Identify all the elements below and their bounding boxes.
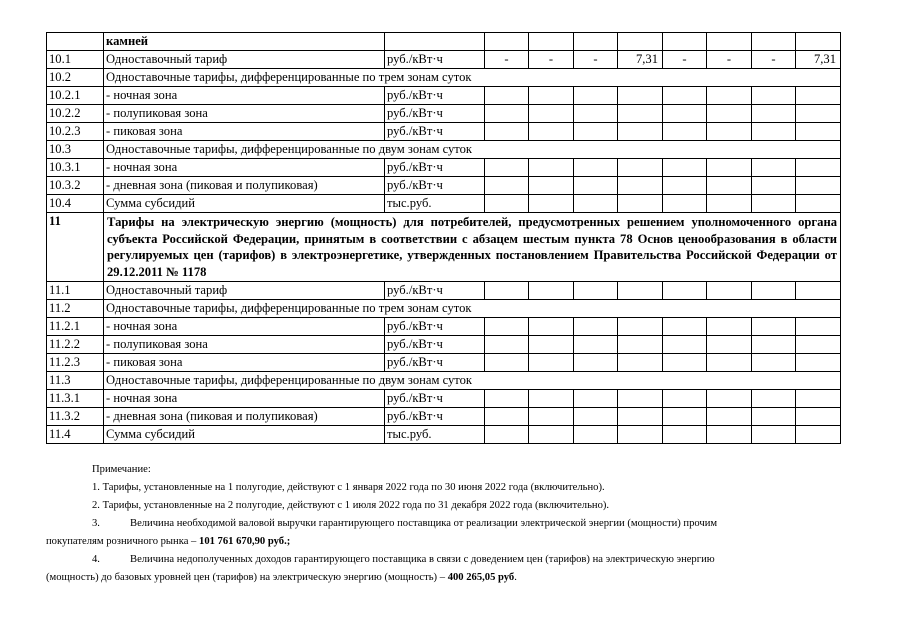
value-cell: - [529, 51, 574, 69]
value-cell [663, 123, 707, 141]
value-cell [574, 354, 618, 372]
row-number: 10.1 [47, 51, 104, 69]
row-number: 11.1 [47, 282, 104, 300]
value-cell [485, 354, 529, 372]
row-number: 11.3.1 [47, 390, 104, 408]
value-cell [618, 177, 663, 195]
value-cell [529, 390, 574, 408]
row-number: 11.4 [47, 426, 104, 444]
note-3-amount: 101 761 670,90 руб.; [199, 536, 291, 547]
value-cell [752, 426, 796, 444]
value-cell [574, 159, 618, 177]
value-cell [618, 318, 663, 336]
row-name: - ночная зона [104, 87, 385, 105]
value-cell [796, 87, 841, 105]
value-cell [485, 33, 529, 51]
value-cell [663, 87, 707, 105]
value-cell [707, 390, 752, 408]
row-number [47, 33, 104, 51]
row-name: - пиковая зона [104, 354, 385, 372]
value-cell [707, 105, 752, 123]
table-row [47, 213, 841, 282]
value-cell [752, 105, 796, 123]
note-4-continuation [46, 569, 846, 587]
row-name: - дневная зона (пиковая и полупиковая) [104, 408, 385, 426]
value-cell [752, 177, 796, 195]
table-row [47, 300, 841, 318]
value-cell [663, 336, 707, 354]
row-name: - ночная зона [104, 318, 385, 336]
row-number: 11.3 [47, 372, 104, 390]
row-number: 10.2.2 [47, 105, 104, 123]
value-cell [529, 426, 574, 444]
value-cell [707, 426, 752, 444]
table-row [47, 123, 841, 141]
value-cell [663, 159, 707, 177]
table-row [47, 159, 841, 177]
value-cell: - [663, 51, 707, 69]
value-cell [796, 408, 841, 426]
value-cell [663, 354, 707, 372]
value-cell [752, 318, 796, 336]
value-cell [707, 33, 752, 51]
value-cell [529, 123, 574, 141]
value-cell [485, 105, 529, 123]
value-cell [663, 426, 707, 444]
tariff-table [46, 32, 841, 444]
table-row [47, 372, 841, 390]
value-cell [796, 282, 841, 300]
row-number: 10.3.2 [47, 177, 104, 195]
value-cell [574, 390, 618, 408]
notes-section [46, 461, 846, 587]
row-unit: руб./кВт·ч [385, 159, 485, 177]
value-cell [574, 408, 618, 426]
value-cell [485, 177, 529, 195]
table-row [47, 336, 841, 354]
value-cell [663, 408, 707, 426]
value-cell [529, 105, 574, 123]
note-4-text: Величина недополученных доходов гарантирующего поставщика в связи с доведением цен (тарифов) на электрическую энергию [130, 554, 715, 565]
table-row [47, 195, 841, 213]
value-cell [796, 33, 841, 51]
value-cell [574, 195, 618, 213]
value-cell [618, 282, 663, 300]
notes-title: Примечание: [92, 464, 151, 475]
row-number: 11.2.2 [47, 336, 104, 354]
value-cell [574, 105, 618, 123]
row-number: 11 [47, 213, 104, 282]
value-cell [485, 426, 529, 444]
value-cell [529, 177, 574, 195]
note-3-continuation [46, 533, 846, 551]
table-row [47, 426, 841, 444]
row-name: - полупиковая зона [104, 105, 385, 123]
value-cell [752, 195, 796, 213]
row-name: Одноставочные тарифы, дифференцированные по трем зонам суток [104, 300, 841, 318]
value-cell [707, 318, 752, 336]
value-cell [574, 282, 618, 300]
value-cell [707, 123, 752, 141]
note-4-number: 4. [92, 554, 100, 565]
row-name: Одноставочный тариф [104, 282, 385, 300]
value-cell [618, 354, 663, 372]
row-number: 10.3.1 [47, 159, 104, 177]
value-cell [707, 336, 752, 354]
value-cell [796, 426, 841, 444]
note-3-cont: покупателям розничного рынка – [46, 536, 200, 547]
row-number: 10.2 [47, 69, 104, 87]
value-cell [485, 195, 529, 213]
value-cell [796, 354, 841, 372]
value-cell [618, 87, 663, 105]
row-name: Одноставочные тарифы, дифференцированные по двум зонам суток [104, 372, 841, 390]
note-4-cont: (мощность) до базовых уровней цен (тарифов) на электрическую энергию (мощность) – [46, 572, 448, 583]
value-cell [796, 336, 841, 354]
note-3-text: Величина необходимой валовой выручки гарантирующего поставщика от реализации электрической энергии (мощности) прочим [130, 518, 718, 529]
value-cell [663, 390, 707, 408]
table-row [47, 282, 841, 300]
row-name: Одноставочные тарифы, дифференцированные по двум зонам суток [104, 141, 841, 159]
value-cell [618, 408, 663, 426]
row-unit: руб./кВт·ч [385, 354, 485, 372]
value-cell [796, 195, 841, 213]
note-4-amount: 400 265,05 руб [447, 572, 515, 583]
note-3 [46, 515, 846, 533]
value-cell [485, 318, 529, 336]
value-cell [485, 159, 529, 177]
table-row [47, 354, 841, 372]
row-name: Сумма субсидий [104, 426, 385, 444]
row-number: 11.2.1 [47, 318, 104, 336]
table-row [47, 51, 841, 69]
value-cell [707, 159, 752, 177]
value-cell [752, 87, 796, 105]
row-number: 10.2.3 [47, 123, 104, 141]
value-cell [574, 318, 618, 336]
value-cell [796, 123, 841, 141]
value-cell [663, 195, 707, 213]
row-name: - ночная зона [104, 390, 385, 408]
row-unit: руб./кВт·ч [385, 318, 485, 336]
value-cell [752, 33, 796, 51]
table-row [47, 390, 841, 408]
table-row [47, 69, 841, 87]
row-number: 11.3.2 [47, 408, 104, 426]
value-cell [752, 354, 796, 372]
row-unit: руб./кВт·ч [385, 51, 485, 69]
value-cell [574, 87, 618, 105]
value-cell [529, 336, 574, 354]
value-cell [485, 390, 529, 408]
note-2: 2. Тарифы, установленные на 2 полугодие, действуют с 1 июля 2022 года по 31 декабря 2022 года (включительно). [92, 500, 610, 511]
note-3-number: 3. [92, 518, 100, 529]
row-unit: тыс.руб. [385, 426, 485, 444]
value-cell [574, 426, 618, 444]
row-name: - ночная зона [104, 159, 385, 177]
table-row [47, 33, 841, 51]
value-cell [796, 159, 841, 177]
row-unit [385, 33, 485, 51]
table-row [47, 87, 841, 105]
note-1: 1. Тарифы, установленные на 1 полугодие, действуют с 1 января 2022 года по 30 июня 2022 года (включительно). [92, 482, 605, 493]
row-number: 10.4 [47, 195, 104, 213]
tariff-table-body [47, 33, 841, 444]
value-cell [529, 282, 574, 300]
value-cell: - [574, 51, 618, 69]
row-unit: руб./кВт·ч [385, 408, 485, 426]
value-cell [529, 159, 574, 177]
row-number: 10.3 [47, 141, 104, 159]
value-cell [618, 195, 663, 213]
table-row [47, 318, 841, 336]
table-row [47, 177, 841, 195]
value-cell [574, 336, 618, 354]
row-name: Сумма субсидий [104, 195, 385, 213]
row-unit: руб./кВт·ч [385, 105, 485, 123]
row-unit: руб./кВт·ч [385, 390, 485, 408]
value-cell [796, 177, 841, 195]
value-cell [618, 105, 663, 123]
value-cell [707, 195, 752, 213]
value-cell [796, 390, 841, 408]
value-cell [663, 318, 707, 336]
value-cell [663, 282, 707, 300]
row-unit: руб./кВт·ч [385, 177, 485, 195]
value-cell [796, 318, 841, 336]
row-number: 11.2.3 [47, 354, 104, 372]
value-cell [752, 390, 796, 408]
value-cell [796, 105, 841, 123]
row-number: 10.2.1 [47, 87, 104, 105]
row-name: - дневная зона (пиковая и полупиковая) [104, 177, 385, 195]
table-row [47, 408, 841, 426]
row-unit: руб./кВт·ч [385, 282, 485, 300]
value-cell [752, 282, 796, 300]
value-cell [485, 282, 529, 300]
table-row [47, 105, 841, 123]
value-cell [529, 354, 574, 372]
value-cell [707, 87, 752, 105]
value-cell [707, 177, 752, 195]
row-name: - полупиковая зона [104, 336, 385, 354]
value-cell [485, 408, 529, 426]
row-name: Одноставочные тарифы, дифференцированные по трем зонам суток [104, 69, 841, 87]
value-cell: - [752, 51, 796, 69]
row-unit: руб./кВт·ч [385, 123, 485, 141]
value-cell [529, 33, 574, 51]
row-unit: руб./кВт·ч [385, 336, 485, 354]
row-unit: руб./кВт·ч [385, 87, 485, 105]
value-cell [663, 105, 707, 123]
value-cell [752, 123, 796, 141]
value-cell [529, 195, 574, 213]
value-cell [752, 408, 796, 426]
value-cell [752, 336, 796, 354]
value-cell [618, 123, 663, 141]
section-heading: Тарифы на электрическую энергию (мощность) для потребителей, предусмотренных решением уполномоченного органа субъекта Российской Федерации, принятым в соответствии с абзацем шестым пункта 78 Основ ценообразования в области регулируемых цен (тарифов) в электроэнергетике, утвержденных постановлением Правительства Российской Федерации от 29.12.2011 № 1178 [104, 213, 841, 282]
value-cell: 7,31 [796, 51, 841, 69]
value-cell [618, 159, 663, 177]
value-cell [663, 33, 707, 51]
row-unit: тыс.руб. [385, 195, 485, 213]
value-cell [618, 426, 663, 444]
row-name: камней [104, 33, 385, 51]
value-cell: - [485, 51, 529, 69]
table-row [47, 141, 841, 159]
value-cell [574, 177, 618, 195]
row-name: Одноставочный тариф [104, 51, 385, 69]
value-cell [663, 177, 707, 195]
note-4 [46, 551, 846, 569]
value-cell [618, 33, 663, 51]
value-cell [707, 282, 752, 300]
value-cell [707, 354, 752, 372]
value-cell [485, 123, 529, 141]
value-cell [618, 336, 663, 354]
row-name: - пиковая зона [104, 123, 385, 141]
note-4-end: . [514, 572, 517, 583]
value-cell [485, 336, 529, 354]
value-cell [529, 408, 574, 426]
value-cell [618, 390, 663, 408]
value-cell [529, 318, 574, 336]
value-cell [574, 123, 618, 141]
value-cell [707, 408, 752, 426]
value-cell: - [707, 51, 752, 69]
value-cell [529, 87, 574, 105]
row-number: 11.2 [47, 300, 104, 318]
value-cell [574, 33, 618, 51]
value-cell: 7,31 [618, 51, 663, 69]
value-cell [485, 87, 529, 105]
value-cell [752, 159, 796, 177]
